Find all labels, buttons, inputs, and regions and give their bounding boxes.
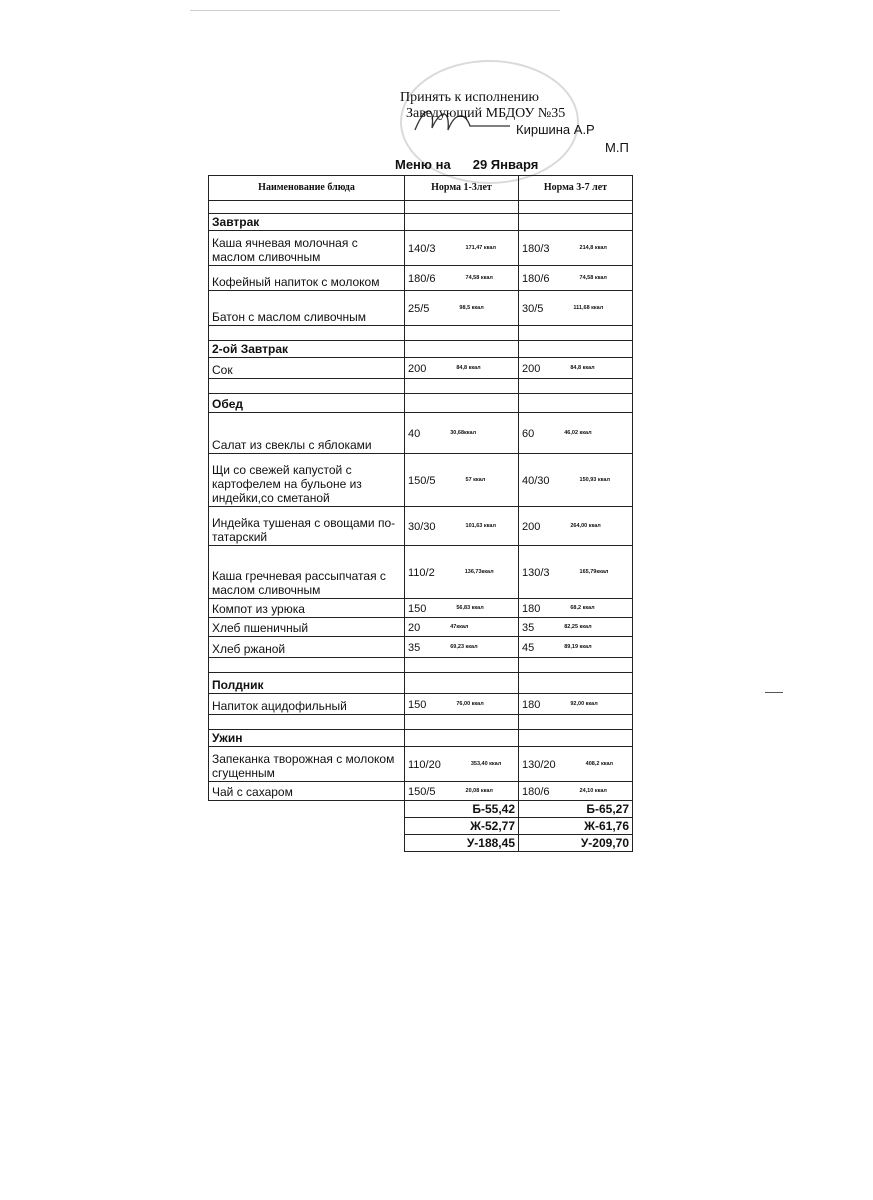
blank-cell	[405, 379, 519, 394]
menu-title	[395, 157, 538, 172]
dish-name: Каша ячневая молочная с маслом сливочным	[209, 231, 405, 266]
section-title: Обед	[209, 394, 405, 413]
cell-norm-3-7	[519, 507, 633, 546]
dish-name: Салат из свеклы с яблоками	[209, 413, 405, 454]
kcal-norm-1-3: 84,8 ккал	[456, 365, 481, 372]
dish-name: Батон с маслом сливочным	[209, 291, 405, 326]
dish-row	[209, 637, 633, 658]
cell-norm-1-3	[405, 637, 519, 658]
cell-norm-1-3	[405, 747, 519, 782]
dish-name: Чай с сахаром	[209, 782, 405, 801]
kcal-norm-3-7: 46,02 ккал	[564, 430, 592, 437]
cell-norm-1-3	[405, 694, 519, 715]
blank-cell	[209, 818, 405, 835]
blank-cell	[519, 673, 633, 694]
kcal-norm-3-7: 150,93 ккал	[579, 477, 610, 484]
blank-cell	[209, 835, 405, 852]
blank-cell	[209, 715, 405, 730]
portion-norm-3-7: 130/3	[522, 566, 550, 579]
cell-norm-1-3	[405, 454, 519, 507]
cell-norm-1-3	[405, 413, 519, 454]
column-header-norm-3-7: Норма 3-7 лет	[519, 176, 633, 201]
section-title: Полдник	[209, 673, 405, 694]
table-header-row	[209, 176, 633, 201]
blank-cell	[405, 214, 519, 231]
stamp-place-label: М.П	[605, 140, 629, 155]
total-norm-1-3: У-188,45	[405, 835, 519, 852]
cell-norm-1-3	[405, 618, 519, 637]
cell-norm-1-3	[405, 231, 519, 266]
cell-norm-3-7	[519, 454, 633, 507]
section-row	[209, 730, 633, 747]
dish-name: Запеканка творожная с молоком сгущенным	[209, 747, 405, 782]
dish-row	[209, 618, 633, 637]
cell-norm-1-3	[405, 546, 519, 599]
blank-row	[209, 715, 633, 730]
portion-norm-1-3: 40	[408, 427, 421, 440]
dish-row	[209, 266, 633, 291]
totals-row	[209, 818, 633, 835]
dish-row	[209, 546, 633, 599]
kcal-norm-1-3: 30,68ккал	[450, 430, 477, 437]
dish-name: Индейка тушеная с овощами по-татарский	[209, 507, 405, 546]
kcal-norm-1-3: 69,23 ккал	[450, 644, 478, 651]
kcal-norm-1-3: 98,5 ккал	[459, 305, 484, 312]
kcal-norm-3-7: 84,8 ккал	[570, 365, 595, 372]
blank-cell	[209, 658, 405, 673]
dish-row	[209, 291, 633, 326]
blank-row	[209, 379, 633, 394]
dish-row	[209, 413, 633, 454]
cell-norm-3-7	[519, 413, 633, 454]
dish-name: Щи со свежей капустой с картофелем на бульоне из индейки,со сметаной	[209, 454, 405, 507]
dish-name: Хлеб пшеничный	[209, 618, 405, 637]
kcal-norm-1-3: 20,08 ккал	[465, 788, 493, 795]
portion-norm-3-7: 35	[522, 621, 535, 634]
dish-name: Компот из урюка	[209, 599, 405, 618]
total-norm-3-7: У-209,70	[519, 835, 633, 852]
dish-name: Сок	[209, 358, 405, 379]
portion-norm-3-7: 60	[522, 427, 535, 440]
dish-name: Каша гречневая рассыпчатая с маслом сливочным	[209, 546, 405, 599]
blank-row	[209, 658, 633, 673]
scan-edge-mark	[765, 692, 783, 693]
section-row	[209, 394, 633, 413]
cell-norm-3-7	[519, 747, 633, 782]
menu-table	[208, 175, 633, 852]
portion-norm-3-7: 30/5	[522, 302, 544, 315]
approval-line-1: Принять к исполнению	[400, 90, 539, 105]
portion-norm-1-3: 30/30	[408, 520, 436, 533]
portion-norm-3-7: 180	[522, 698, 541, 711]
portion-norm-3-7: 45	[522, 641, 535, 654]
total-norm-3-7: Ж-61,76	[519, 818, 633, 835]
cell-norm-1-3	[405, 507, 519, 546]
totals-row	[209, 801, 633, 818]
section-row	[209, 341, 633, 358]
portion-norm-1-3: 20	[408, 621, 421, 634]
blank-cell	[519, 326, 633, 341]
portion-norm-1-3: 150/5	[408, 474, 436, 487]
kcal-norm-1-3: 57 ккал	[465, 477, 486, 484]
approval-line-2: Заведующий МБДОУ №35	[406, 106, 566, 121]
dish-name: Хлеб ржаной	[209, 637, 405, 658]
total-norm-1-3: Б-55,42	[405, 801, 519, 818]
menu-table-body	[209, 201, 633, 852]
dish-row	[209, 454, 633, 507]
blank-cell	[405, 326, 519, 341]
portion-norm-1-3: 25/5	[408, 302, 430, 315]
blank-cell	[519, 201, 633, 214]
cell-norm-1-3	[405, 266, 519, 291]
blank-cell	[519, 658, 633, 673]
section-row	[209, 214, 633, 231]
portion-norm-3-7: 40/30	[522, 474, 550, 487]
kcal-norm-3-7: 264,00 ккал	[570, 523, 601, 530]
total-norm-1-3: Ж-52,77	[405, 818, 519, 835]
approval-block	[400, 90, 650, 155]
portion-norm-1-3: 110/2	[408, 566, 435, 579]
column-header-norm-1-3: Норма 1-3лет	[405, 176, 519, 201]
scan-edge-mark	[190, 10, 560, 11]
portion-norm-3-7: 200	[522, 362, 541, 375]
kcal-norm-1-3: 74,58 ккал	[465, 275, 493, 282]
dish-row	[209, 358, 633, 379]
blank-cell	[405, 201, 519, 214]
dish-name: Кофейный напиток с молоком	[209, 266, 405, 291]
dish-row	[209, 231, 633, 266]
blank-cell	[519, 341, 633, 358]
cell-norm-1-3	[405, 291, 519, 326]
section-title: 2-ой Завтрак	[209, 341, 405, 358]
blank-cell	[405, 715, 519, 730]
blank-cell	[519, 394, 633, 413]
portion-norm-3-7: 130/20	[522, 758, 556, 771]
blank-cell	[405, 341, 519, 358]
kcal-norm-3-7: 111,68 ккал	[573, 305, 604, 312]
blank-cell	[519, 715, 633, 730]
blank-cell	[209, 801, 405, 818]
cell-norm-1-3	[405, 782, 519, 801]
blank-cell	[519, 214, 633, 231]
portion-norm-1-3: 200	[408, 362, 427, 375]
head-name: Киршина А.Р	[516, 122, 595, 137]
kcal-norm-3-7: 165,79ккал	[579, 569, 609, 576]
column-header-dish: Наименование блюда	[209, 176, 405, 201]
section-title: Ужин	[209, 730, 405, 747]
menu-title-label: Меню на	[395, 157, 451, 172]
blank-cell	[209, 326, 405, 341]
blank-cell	[519, 379, 633, 394]
blank-cell	[519, 730, 633, 747]
portion-norm-1-3: 150	[408, 698, 427, 711]
cell-norm-1-3	[405, 358, 519, 379]
kcal-norm-1-3: 353,40 ккал	[470, 761, 502, 768]
blank-row	[209, 201, 633, 214]
dish-row	[209, 507, 633, 546]
blank-cell	[209, 379, 405, 394]
kcal-norm-1-3: 76,00 ккал	[456, 701, 484, 708]
blank-cell	[209, 201, 405, 214]
cell-norm-3-7	[519, 546, 633, 599]
kcal-norm-3-7: 82,25 ккал	[564, 624, 592, 631]
kcal-norm-1-3: 47ккал	[450, 624, 469, 631]
cell-norm-3-7	[519, 266, 633, 291]
kcal-norm-3-7: 408,2 ккал	[585, 761, 614, 768]
cell-norm-3-7	[519, 694, 633, 715]
blank-row	[209, 326, 633, 341]
kcal-norm-3-7: 214,8 ккал	[579, 245, 607, 252]
portion-norm-1-3: 180/6	[408, 272, 436, 285]
cell-norm-3-7	[519, 599, 633, 618]
portion-norm-1-3: 150	[408, 602, 427, 615]
cell-norm-3-7	[519, 618, 633, 637]
total-norm-3-7: Б-65,27	[519, 801, 633, 818]
blank-cell	[405, 730, 519, 747]
portion-norm-1-3: 150/5	[408, 785, 436, 798]
portion-norm-3-7: 180/6	[522, 785, 550, 798]
portion-norm-1-3: 140/3	[408, 242, 436, 255]
section-title: Завтрак	[209, 214, 405, 231]
head-name-line	[400, 122, 650, 138]
portion-norm-3-7: 200	[522, 520, 541, 533]
totals-row	[209, 835, 633, 852]
menu-date: 29 Января	[472, 157, 539, 172]
portion-norm-1-3: 110/20	[408, 758, 441, 771]
kcal-norm-3-7: 68,2 ккал	[570, 605, 595, 612]
cell-norm-3-7	[519, 291, 633, 326]
kcal-norm-3-7: 24,10 ккал	[579, 788, 607, 795]
blank-cell	[405, 673, 519, 694]
kcal-norm-1-3: 56,83 ккал	[456, 605, 484, 612]
cell-norm-3-7	[519, 358, 633, 379]
cell-norm-3-7	[519, 782, 633, 801]
portion-norm-3-7: 180/6	[522, 272, 550, 285]
kcal-norm-3-7: 92,00 ккал	[570, 701, 598, 708]
dish-name: Напиток ацидофильный	[209, 694, 405, 715]
dish-row	[209, 694, 633, 715]
blank-cell	[405, 394, 519, 413]
section-row	[209, 673, 633, 694]
blank-cell	[405, 658, 519, 673]
portion-norm-3-7: 180/3	[522, 242, 550, 255]
kcal-norm-1-3: 101,63 ккал	[465, 523, 496, 530]
kcal-norm-1-3: 171,47 ккал	[465, 245, 496, 252]
portion-norm-1-3: 35	[408, 641, 421, 654]
dish-row	[209, 782, 633, 801]
cell-norm-3-7	[519, 637, 633, 658]
cell-norm-1-3	[405, 599, 519, 618]
portion-norm-3-7: 180	[522, 602, 541, 615]
cell-norm-3-7	[519, 231, 633, 266]
kcal-norm-3-7: 74,58 ккал	[579, 275, 607, 282]
dish-row	[209, 747, 633, 782]
kcal-norm-1-3: 136,73ккал	[464, 569, 494, 576]
kcal-norm-3-7: 89,19 ккал	[564, 644, 592, 651]
dish-row	[209, 599, 633, 618]
